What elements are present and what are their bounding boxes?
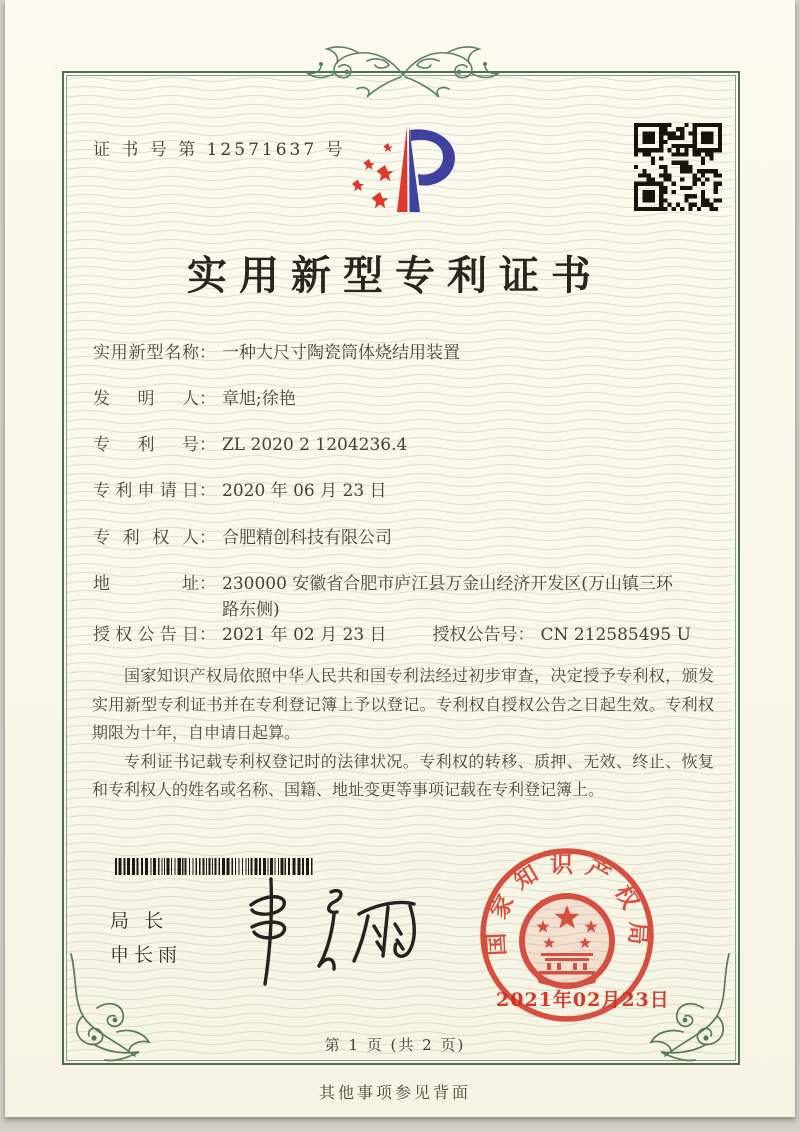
field-colon: ： bbox=[199, 343, 216, 363]
back-note: 其他事项参见背面 bbox=[318, 1083, 471, 1102]
qr-code bbox=[634, 122, 722, 212]
field-label-2: 授权公告号 bbox=[432, 625, 518, 645]
field-label: 授权公告日 bbox=[93, 625, 199, 645]
certificate-number: 证 书 号 第 12571637 号 bbox=[93, 140, 346, 160]
field-row-inventor bbox=[93, 386, 296, 412]
field-value: 章旭;徐艳 bbox=[222, 389, 296, 409]
field-row-filing-date bbox=[93, 478, 387, 504]
field-row-address bbox=[93, 571, 674, 623]
national-emblem-icon bbox=[522, 896, 612, 987]
certificate-title: 实用新型专利证书 bbox=[187, 252, 603, 299]
field-value-2: CN 212585495 U bbox=[540, 625, 691, 645]
seal-ring-text: 国家知识产权局 bbox=[482, 850, 652, 957]
field-value: 2020 年 06 月 23 日 bbox=[222, 481, 387, 501]
page-number: 第 1 页 (共 2 页) bbox=[324, 1036, 466, 1054]
field-row-grant bbox=[93, 622, 691, 648]
commissioner-signature-icon bbox=[231, 874, 421, 989]
top-ornament-icon bbox=[297, 41, 509, 101]
field-colon: ： bbox=[517, 625, 535, 645]
certificate-page bbox=[5, 0, 795, 1117]
field-colon: ： bbox=[199, 435, 216, 455]
field-value: 2021 年 02 月 23 日 bbox=[222, 625, 387, 645]
legal-paragraph-2: 专利证书记载专利权登记时的法律状况。专利权的转移、质押、无效、终止、恢复和专利权人的姓名或名称、国籍、地址变更等事项记载在专利登记簿上。 bbox=[92, 751, 714, 799]
field-value: 230000 安徽省合肥市庐江县万金山经济开发区(万山镇三环路东侧) bbox=[222, 574, 673, 620]
field-label: 实用新型名称 bbox=[93, 343, 199, 363]
field-label: 发明人 bbox=[93, 389, 199, 409]
legal-text bbox=[92, 662, 714, 805]
field-value: ZL 2020 2 1204236.4 bbox=[222, 435, 408, 455]
field-label: 专利号 bbox=[93, 435, 199, 455]
field-row-name bbox=[93, 340, 460, 366]
field-label: 地址 bbox=[93, 574, 199, 594]
legal-paragraph-1: 国家知识产权局依照中华人民共和国专利法经过初步审查，决定授予专利权，颁发实用新型专利证书并在专利登记簿上予以登记。专利权自授权公告之日起生效。专利权期限为十年，自申请日起算。 bbox=[92, 666, 714, 742]
field-colon: ： bbox=[199, 389, 216, 409]
field-colon: ： bbox=[199, 528, 216, 548]
field-colon: ： bbox=[199, 574, 216, 594]
field-colon: ： bbox=[199, 481, 216, 501]
field-label: 专利申请日 bbox=[93, 481, 199, 501]
barcode bbox=[113, 858, 315, 875]
field-value: 一种大尺寸陶瓷筒体烧结用装置 bbox=[222, 343, 460, 363]
commissioner-role: 局 长 bbox=[110, 911, 169, 932]
field-value: 合肥精创科技有限公司 bbox=[222, 528, 392, 548]
commissioner-name: 申长雨 bbox=[110, 945, 183, 966]
field-label: 专利权人 bbox=[93, 528, 199, 548]
seal-date: 2021年02月23日 bbox=[496, 989, 670, 1011]
field-row-patent-no bbox=[93, 432, 407, 458]
cnipa-logo-icon bbox=[343, 114, 473, 218]
field-colon: ： bbox=[199, 625, 216, 645]
field-row-patentee bbox=[93, 525, 392, 551]
